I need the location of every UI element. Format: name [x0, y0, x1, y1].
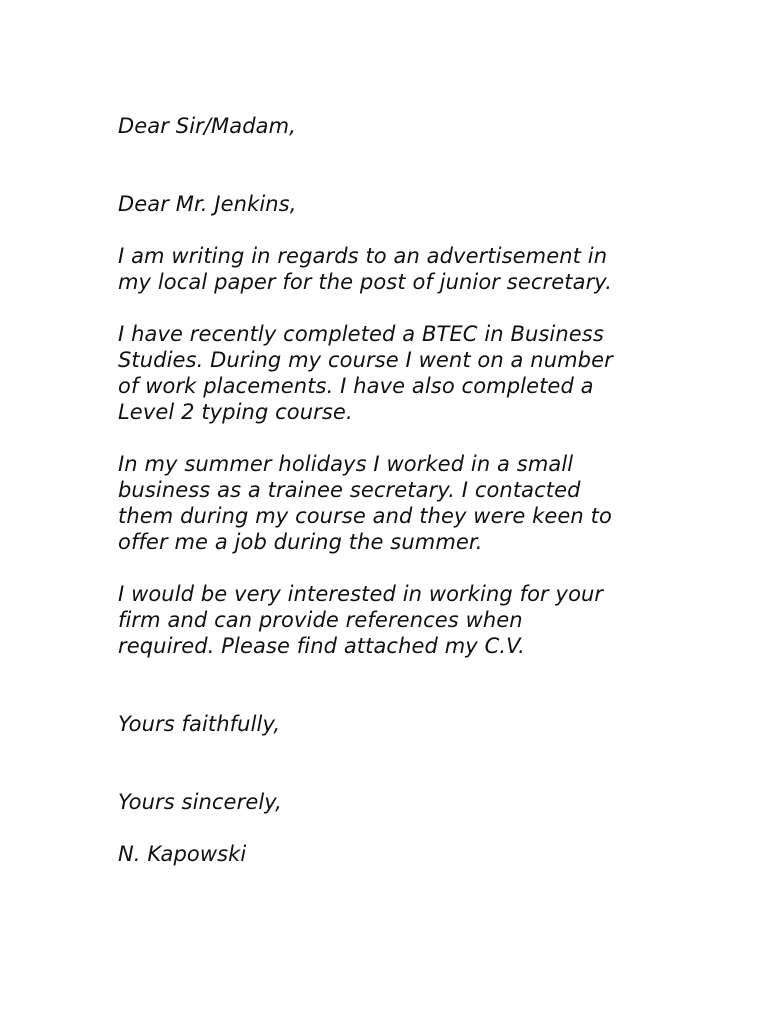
spacer: [118, 737, 718, 789]
spacer: [118, 217, 718, 243]
paragraph-advertisement: [118, 243, 718, 295]
paragraph-line: required. Please find attached my C.V.: [118, 634, 525, 658]
spacer: [118, 139, 718, 191]
paragraph-line: them during my course and they were keen to: [118, 504, 612, 528]
paragraph-line: business as a trainee secretary. I contacted: [118, 478, 581, 502]
paragraph-line: Studies. During my course I went on a number: [118, 348, 613, 372]
paragraph-line: my local paper for the post of junior secretary.: [118, 270, 612, 294]
closing-sincerely: Yours sincerely,: [118, 790, 282, 814]
paragraph-line: Level 2 typing course.: [118, 400, 353, 424]
spacer: [118, 295, 718, 321]
paragraph-line: I would be very interested in working for your: [118, 582, 604, 606]
salutation-generic: Dear Sir/Madam,: [118, 114, 296, 138]
paragraph-line: firm and can provide references when: [118, 608, 523, 632]
spacer: [118, 659, 718, 711]
paragraph-qualifications: [118, 321, 718, 425]
spacer: [118, 555, 718, 581]
paragraph-interest: [118, 581, 718, 659]
closing-faithfully: Yours faithfully,: [118, 712, 281, 736]
paragraph-line: offer me a job during the summer.: [118, 530, 483, 554]
paragraph-experience: [118, 451, 718, 555]
paragraph-line: I am writing in regards to an advertisement in: [118, 244, 608, 268]
spacer: [118, 815, 718, 841]
signature: N. Kapowski: [118, 842, 247, 866]
letter-body: [118, 113, 718, 867]
paragraph-line: of work placements. I have also completed a: [118, 374, 594, 398]
salutation-named: Dear Mr. Jenkins,: [118, 192, 297, 216]
spacer: [118, 425, 718, 451]
paragraph-line: In my summer holidays I worked in a small: [118, 452, 574, 476]
paragraph-line: I have recently completed a BTEC in Business: [118, 322, 604, 346]
